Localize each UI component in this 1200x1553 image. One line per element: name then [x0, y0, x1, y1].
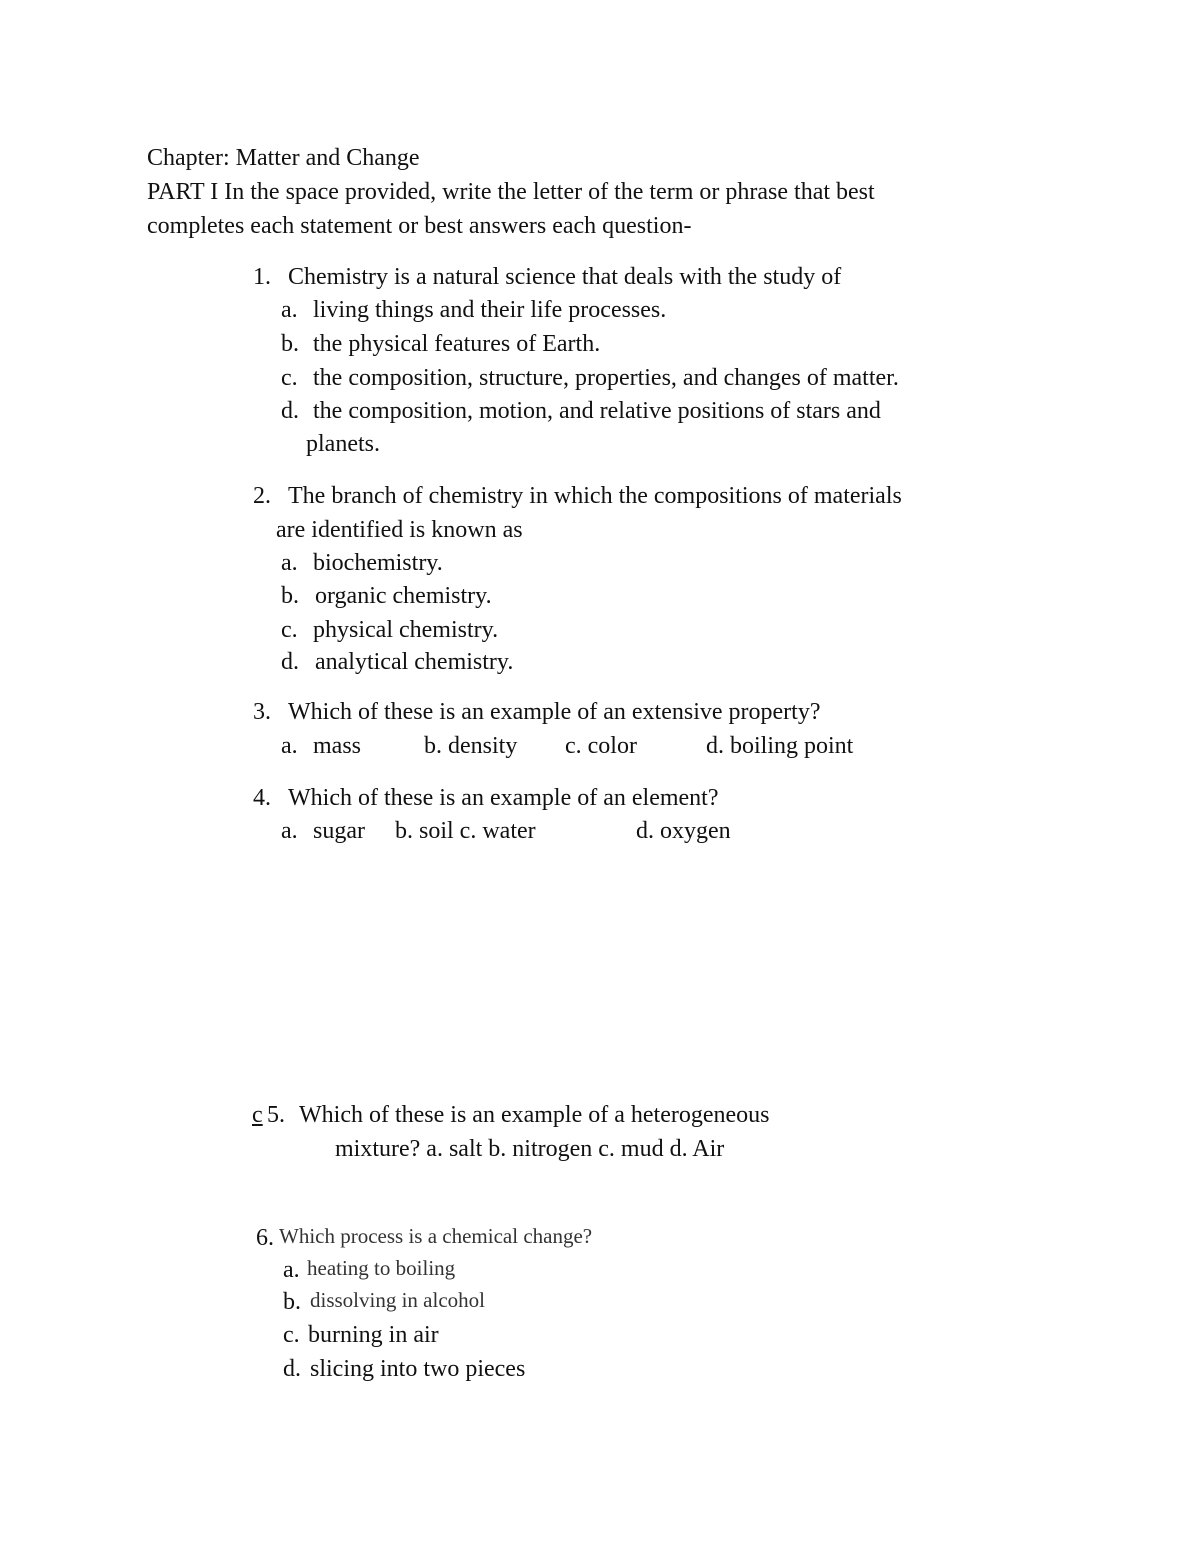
option-letter: b. [283, 1289, 301, 1315]
option-text: b. soil c. water [395, 818, 536, 844]
instructions-line-2: completes each statement or best answers each question- [147, 213, 692, 239]
question-text: Chemistry is a natural science that deals with the study of [288, 264, 842, 290]
question-text-continuation: are identified is known as [276, 517, 523, 543]
question-number: 1. [253, 264, 271, 290]
question-number: 5. [267, 1102, 285, 1128]
question-text: The branch of chemistry in which the compositions of materials [288, 483, 902, 509]
option-letter: a. [281, 297, 298, 323]
option-letter: b. [281, 583, 299, 609]
question-number: 3. [253, 699, 271, 725]
option-text: burning in air [308, 1322, 439, 1348]
option-letter: b. [281, 331, 299, 357]
question-text-continuation: mixture? a. salt b. nitrogen c. mud d. Air [335, 1136, 725, 1162]
option-text: mass [313, 733, 361, 759]
option-text: the composition, structure, properties, and changes of matter. [313, 365, 899, 391]
question-number: 4. [253, 785, 271, 811]
question-text: Which process is a chemical change? [279, 1224, 593, 1248]
option-text: the physical features of Earth. [313, 331, 601, 357]
instructions-line-1: PART I In the space provided, write the letter of the term or phrase that best [147, 179, 875, 205]
chapter-title: Chapter: Matter and Change [147, 145, 420, 171]
option-letter: a. [281, 818, 298, 844]
option-letter: c. [283, 1322, 300, 1348]
option-letter: c. [281, 617, 298, 643]
option-letter: d. [281, 398, 299, 424]
option-letter: a. [281, 733, 298, 759]
option-text-continuation: planets. [306, 431, 380, 457]
question-text: Which of these is an example of a heterogeneous [299, 1102, 770, 1128]
option-text: living things and their life processes. [313, 297, 667, 323]
option-text: c. color [565, 733, 637, 759]
option-text: the composition, motion, and relative positions of stars and [313, 398, 881, 424]
option-text: analytical chemistry. [315, 649, 514, 675]
option-letter: d. [283, 1356, 301, 1382]
option-text: d. oxygen [636, 818, 731, 844]
question-number: 6. [256, 1225, 274, 1251]
option-text: sugar [313, 818, 365, 844]
question-text: Which of these is an example of an extensive property? [288, 699, 821, 725]
question-number: 2. [253, 483, 271, 509]
option-text: organic chemistry. [315, 583, 492, 609]
option-text: b. density [424, 733, 518, 759]
option-letter: a. [283, 1257, 300, 1283]
option-text: d. boiling point [706, 733, 854, 759]
option-letter: d. [281, 649, 299, 675]
question-text: Which of these is an example of an element? [288, 785, 719, 811]
option-letter: c. [281, 365, 298, 391]
answer-mark: c [252, 1102, 263, 1128]
option-text: heating to boiling [307, 1256, 456, 1280]
option-text: biochemistry. [313, 550, 443, 576]
option-text: slicing into two pieces [310, 1356, 526, 1382]
option-letter: a. [281, 550, 298, 576]
option-text: physical chemistry. [313, 617, 499, 643]
option-text: dissolving in alcohol [310, 1288, 485, 1312]
